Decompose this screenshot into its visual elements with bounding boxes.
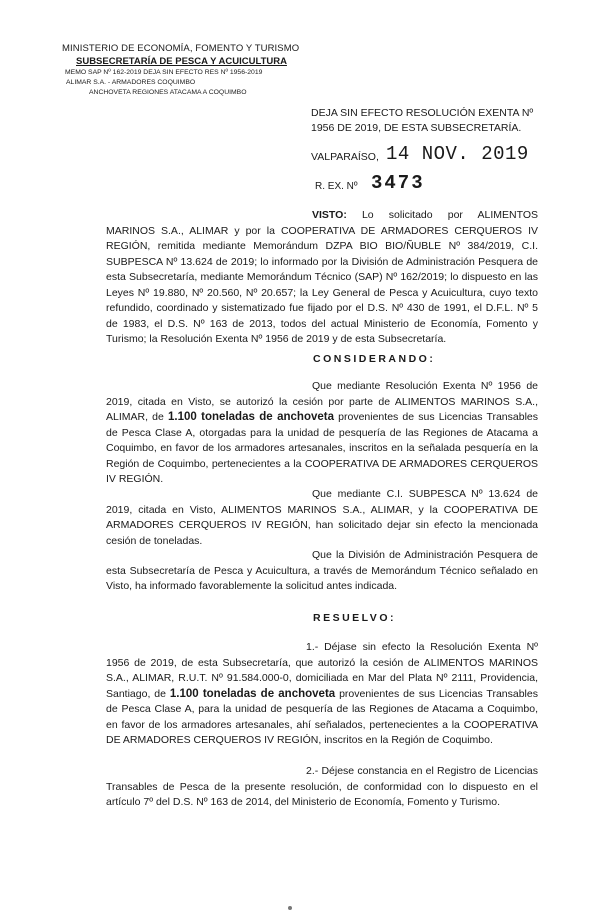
considerando-paragraph	[106, 379, 538, 488]
reference-line: ALIMAR S.A. - ARMADORES COQUIMBO	[66, 79, 196, 86]
considerando-heading: CONSIDERANDO:	[313, 353, 436, 365]
visto-text: Lo solicitado por ALIMENTOS MARINOS S.A., ALIMAR y por la COOPERATIVA DE ARMADORES CERQUEROS IV REGIÓN, remitida mediante Memorándum DZPA BIO BIO/ÑUBLE Nº 384/2019, C.I. SUBPESCA Nº 13.624 de 2019; lo informado por la División de Administración Pesquera de esta Subsecretaría, mediante Memorándum Técnico (SAP) Nº 162/2019; lo dispuesto en las Leyes Nº 19.880, Nº 20.560, Nº 20.657; la Ley General de Pesca y Acuicultura, cuyo texto refundido, coordinado y sistematizado fue fijado por el D.S. Nº 430 de 1991, el D.F.L. Nº 5 de 1983, el D.S. Nº 163 de 2013, todos del actual Ministerio de Economía, Fomento y Turismo; la Resolución Exenta Nº 1956 de 2019 y de esta Subsecretaría.	[106, 209, 538, 345]
paragraph-bold-text: 1.100 toneladas de anchoveta	[169, 687, 336, 700]
letterhead	[62, 42, 302, 98]
resuelvo-paragraph	[106, 640, 538, 749]
resolution-subject: DEJA SIN EFECTO RESOLUCIÓN EXENTA Nº 1956 DE 2019, DE ESTA SUBSECRETARÍA.	[311, 107, 534, 134]
reference-line: MEMO SAP Nº 162-2019 DEJA SIN EFECTO RES Nº 1956-2019	[65, 69, 263, 76]
paragraph-text: provenientes de sus Licencias Transables de Pesca Clase A, otorgadas para la unidad de pesquería de las Regiones de Atacama a Coquimbo, en favor de los armadores artesanales, inscritos en la señalada pesquería en la Región de Coquimbo, pertenecientes a la COOPERATIVA DE ARMADORES CERQUEROS IV REGIÓN.	[106, 411, 538, 485]
paragraph-text: Que mediante C.I. SUBPESCA Nº 13.624 de 2019, citada en Visto, ALIMENTOS MARINOS S.A., ALIMAR, y la COOPERATIVA DE ARMADORES CERQUEROS IV REGIÓN, han solicitado dejar sin efecto la mencionada cesión de toneladas.	[106, 488, 538, 547]
resolution-number-stamp: 3473	[371, 172, 425, 194]
visto-section	[106, 208, 538, 348]
paragraph-text: Que la División de Administración Pesquera de esta Subsecretaría de Pesca y Acuicultura, a través de Memorándum Técnico señalado en Visto, ha informado favorablemente la solicitud antes indicada.	[106, 549, 538, 592]
subsecretaria-name: SUBSECRETARÍA DE PESCA Y ACUICULTURA	[76, 56, 287, 67]
considerando-paragraph	[106, 548, 538, 595]
paragraph-text: 1.- Déjase sin efecto la Resolución Exenta Nº 1956 de 2019, de esta Subsecretaría, que autorizó la cesión de ALIMENTOS MARINOS S.A., ALIMAR, R.U.T. Nº 91.584.000-0, domiciliada en Mar del Plata Nº 2111, Providencia, Santiago, de	[106, 641, 538, 700]
date-stamp: 14 NOV. 2019	[386, 143, 529, 165]
visto-label: VISTO:	[312, 209, 347, 221]
reference-line: ANCHOVETA REGIONES ATACAMA A COQUIMBO	[89, 89, 247, 96]
paragraph-bold-text: 1.100 toneladas de anchoveta	[167, 411, 335, 423]
paragraph-text: provenientes de sus Licencias Transables de Pesca Clase A, para la unidad de pesquería de las Regiones de Atacama a Coquimbo, en favor de los armadores artesanales, ahí señalados, pertenecientes a la COOPERATIVA DE ARMADORES CERQUEROS IV REGIÓN, inscritos en la Región de Coquimbo.	[106, 687, 538, 746]
resuelvo-paragraph	[106, 764, 538, 811]
place-label: VALPARAÍSO,	[311, 151, 379, 163]
considerando-paragraph	[106, 487, 538, 549]
resuelvo-heading: RESUELVO:	[313, 612, 396, 624]
page-mark	[288, 906, 292, 910]
ministry-name: MINISTERIO DE ECONOMÍA, FOMENTO Y TURISMO	[62, 43, 300, 54]
resolution-number-label: R. EX. Nº	[315, 181, 358, 192]
paragraph-text: Que mediante Resolución Exenta Nº 1956 de 2019, citada en Visto, se autorizó la cesión por parte de ALIMENTOS MARINOS S.A., ALIMAR, de	[106, 380, 538, 423]
paragraph-text: 2.- Déjese constancia en el Registro de Licencias Transables de Pesca de la presente resolución, de conformidad con lo dispuesto en el artículo 7º del D.S. Nº 163 de 2014, del Ministerio de Economía, Fomento y Turismo.	[106, 765, 538, 808]
